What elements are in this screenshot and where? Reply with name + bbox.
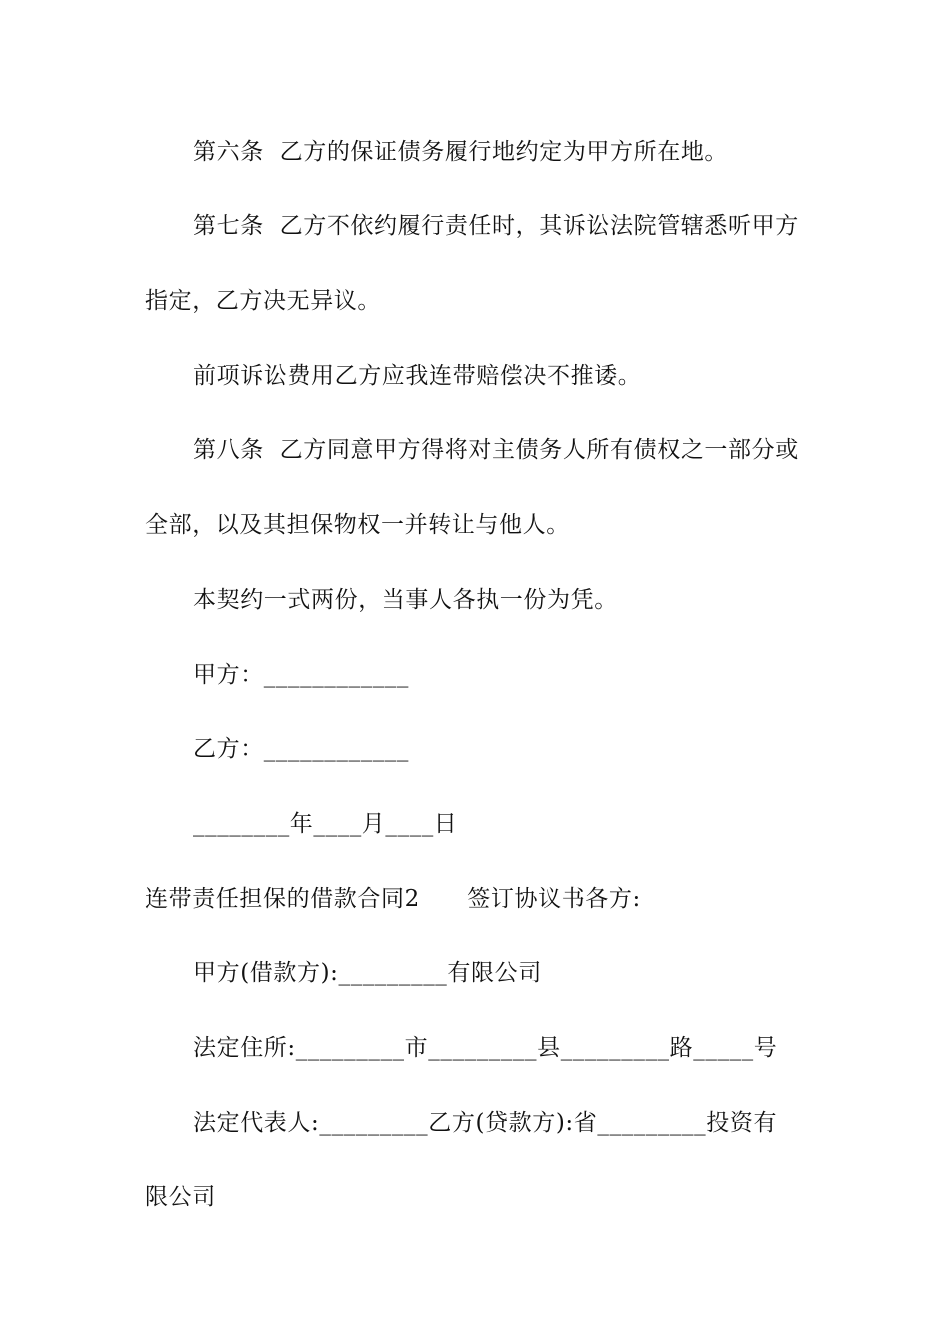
party-a-signature-line: 甲方：____________ (193, 662, 409, 688)
litigation-cost-text: 前项诉讼费用乙方应我连带赔偿决不推诿。 (193, 363, 642, 389)
article-eight-text: 第八条 乙方同意甲方得将对主债务人所有债权之一部分或 (193, 437, 799, 463)
party-b-signature-line: 乙方：____________ (193, 736, 409, 762)
article-eight-continuation: 全部，以及其担保物权一并转让与他人。 (145, 512, 570, 538)
article-six-text: 第六条 乙方的保证债务履行地约定为甲方所在地。 (193, 139, 729, 165)
article-seven-continuation: 指定，乙方决无异议。 (145, 288, 381, 314)
lender-continuation-line: 限公司 (145, 1184, 216, 1210)
article-seven-text: 第七条 乙方不依约履行责任时，其诉讼法院管辖悉听甲方 (193, 213, 799, 239)
legal-representative-line: 法定代表人:_________乙方(贷款方):省_________投资有 (193, 1110, 778, 1136)
legal-address-line: 法定住所:_________市_________县_________路_____号 (193, 1035, 778, 1061)
borrower-line: 甲方(借款方):_________有限公司 (193, 960, 542, 986)
contract-two-heading: 连带责任担保的借款合同2 签订协议书各方: (145, 886, 641, 912)
copies-clause-text: 本契约一式两份，当事人各执一份为凭。 (193, 587, 618, 613)
date-line: ________年____月____日 (193, 811, 458, 837)
